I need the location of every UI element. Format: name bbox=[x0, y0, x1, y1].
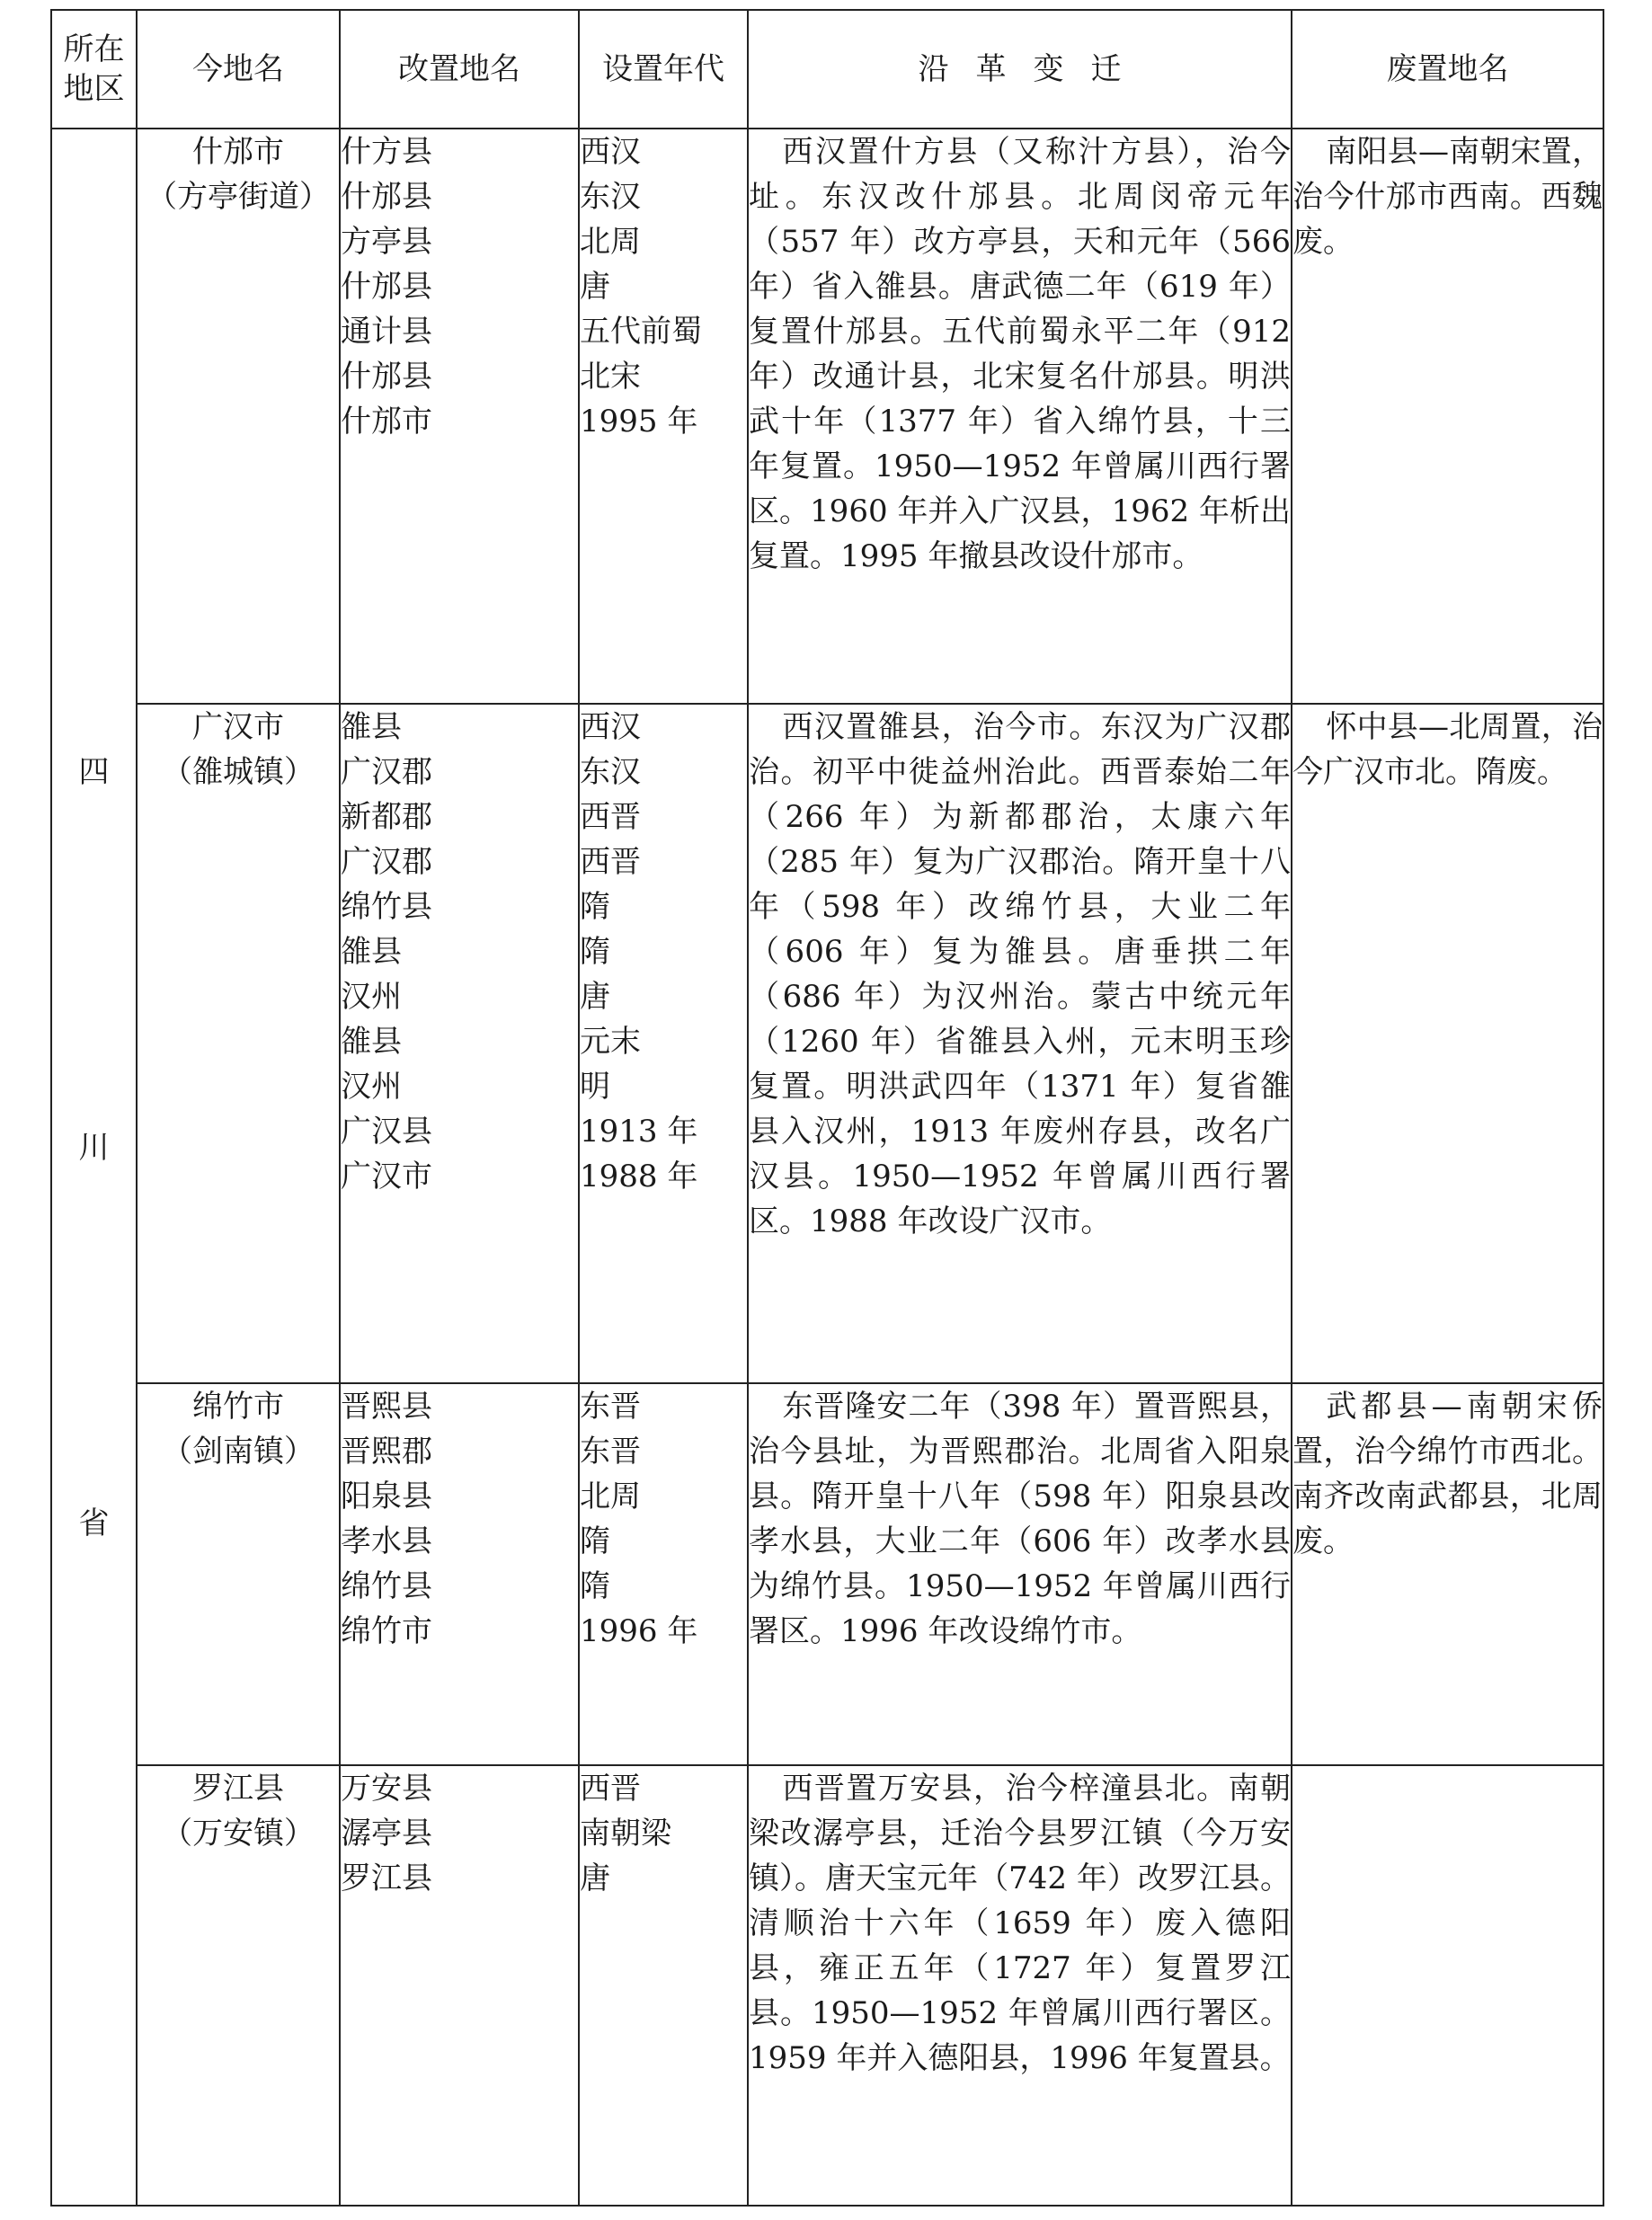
region-cell bbox=[51, 129, 137, 2206]
history-cell: 西汉置什方县（又称汁方县），治今址。东汉改什邡县。北周闵帝元年（557 年）改方亭县，天和元年（566 年）省入雒县。唐武德二年（619 年）复置什邡县。五代前蜀永平二年（912 年）改通计县，北宋复名什邡县。明洪武十年（1377 年）省入绵竹县，十三年复置。1950—1952 年曾属川西行署区。1960 年并入广汉县，1962 年析出复置。1995 年撤县改设什邡市。 bbox=[748, 129, 1292, 704]
region-char: 省 bbox=[78, 1505, 110, 1541]
gazetteer-page bbox=[50, 9, 1603, 2207]
header-row bbox=[51, 10, 1603, 129]
era-cell: 西汉 东汉 西晋 西晋 隋 隋 唐 元末 明 1913 年 1988 年 bbox=[579, 704, 748, 1383]
today-name-cell: 什邡市 （方亭街道） bbox=[137, 129, 340, 704]
era-cell: 东晋 东晋 北周 隋 隋 1996 年 bbox=[579, 1383, 748, 1765]
header-abolished-name: 废置地名 bbox=[1292, 10, 1603, 129]
abolished-cell: 南阳县—南朝宋置，治今什邡市西南。西魏废。 bbox=[1292, 129, 1603, 704]
region-char: 川 bbox=[78, 1130, 110, 1166]
header-renamed-name: 改置地名 bbox=[340, 10, 579, 129]
today-name-cell: 罗江县 （万安镇） bbox=[137, 1765, 340, 2206]
history-cell: 西汉置雒县，治今市。东汉为广汉郡治。初平中徙益州治此。西晋泰始二年（266 年）为新都郡治，太康六年（285 年）复为广汉郡治。隋开皇十八年（598 年）改绵竹县，大业二年（606 年）复为雒县。唐垂拱二年（686 年）为汉州治。蒙古中统元年（1260 年）省雒县入州，元末明玉珍复置。明洪武四年（1371 年）复省雒县入汉州，1913 年废州存县，改名广汉县。1950—1952 年曾属川西行署区。1988 年改设广汉市。 bbox=[748, 704, 1292, 1383]
today-name-cell: 绵竹市 （剑南镇） bbox=[137, 1383, 340, 1765]
header-history: 沿革变迁 bbox=[748, 10, 1292, 129]
region-char: 四 bbox=[78, 754, 110, 790]
header-region: 所在 地区 bbox=[51, 10, 137, 129]
renamed-names-cell: 雒县 广汉郡 新都郡 广汉郡 绵竹县 雒县 汉州 雒县 汉州 广汉县 广汉市 bbox=[340, 704, 579, 1383]
abolished-cell: 怀中县—北周置，治今广汉市北。隋废。 bbox=[1292, 704, 1603, 1383]
header-era: 设置年代 bbox=[579, 10, 748, 129]
abolished-cell bbox=[1292, 1765, 1603, 2206]
history-cell: 东晋隆安二年（398 年）置晋熙县，治今县址，为晋熙郡治。北周省入阳泉县。隋开皇十八年（598 年）阳泉县改孝水县，大业二年（606 年）改孝水县为绵竹县。1950—1952 年曾属川西行署区。1996 年改设绵竹市。 bbox=[748, 1383, 1292, 1765]
renamed-names-cell: 万安县 潺亭县 罗江县 bbox=[340, 1765, 579, 2206]
table-row bbox=[51, 1383, 1603, 1765]
era-cell: 西晋 南朝梁 唐 bbox=[579, 1765, 748, 2206]
renamed-names-cell: 什方县 什邡县 方亭县 什邡县 通计县 什邡县 什邡市 bbox=[340, 129, 579, 704]
today-name-cell: 广汉市 （雒城镇） bbox=[137, 704, 340, 1383]
renamed-names-cell: 晋熙县 晋熙郡 阳泉县 孝水县 绵竹县 绵竹市 bbox=[340, 1383, 579, 1765]
table-row bbox=[51, 704, 1603, 1383]
header-today-name: 今地名 bbox=[137, 10, 340, 129]
abolished-cell: 武都县—南朝宋侨置，治今绵竹市西北。南齐改南武都县，北周废。 bbox=[1292, 1383, 1603, 1765]
table-row bbox=[51, 1765, 1603, 2206]
history-cell: 西晋置万安县，治今梓潼县北。南朝梁改潺亭县，迁治今县罗江镇（今万安镇）。唐天宝元年（742 年）改罗江县。清顺治十六年（1659 年）废入德阳县，雍正五年（1727 年）复置罗江县。1950—1952 年曾属川西行署区。1959 年并入德阳县，1996 年复置县。 bbox=[748, 1765, 1292, 2206]
table-row bbox=[51, 129, 1603, 704]
era-cell: 西汉 东汉 北周 唐 五代前蜀 北宋 1995 年 bbox=[579, 129, 748, 704]
place-name-table bbox=[50, 9, 1604, 2207]
